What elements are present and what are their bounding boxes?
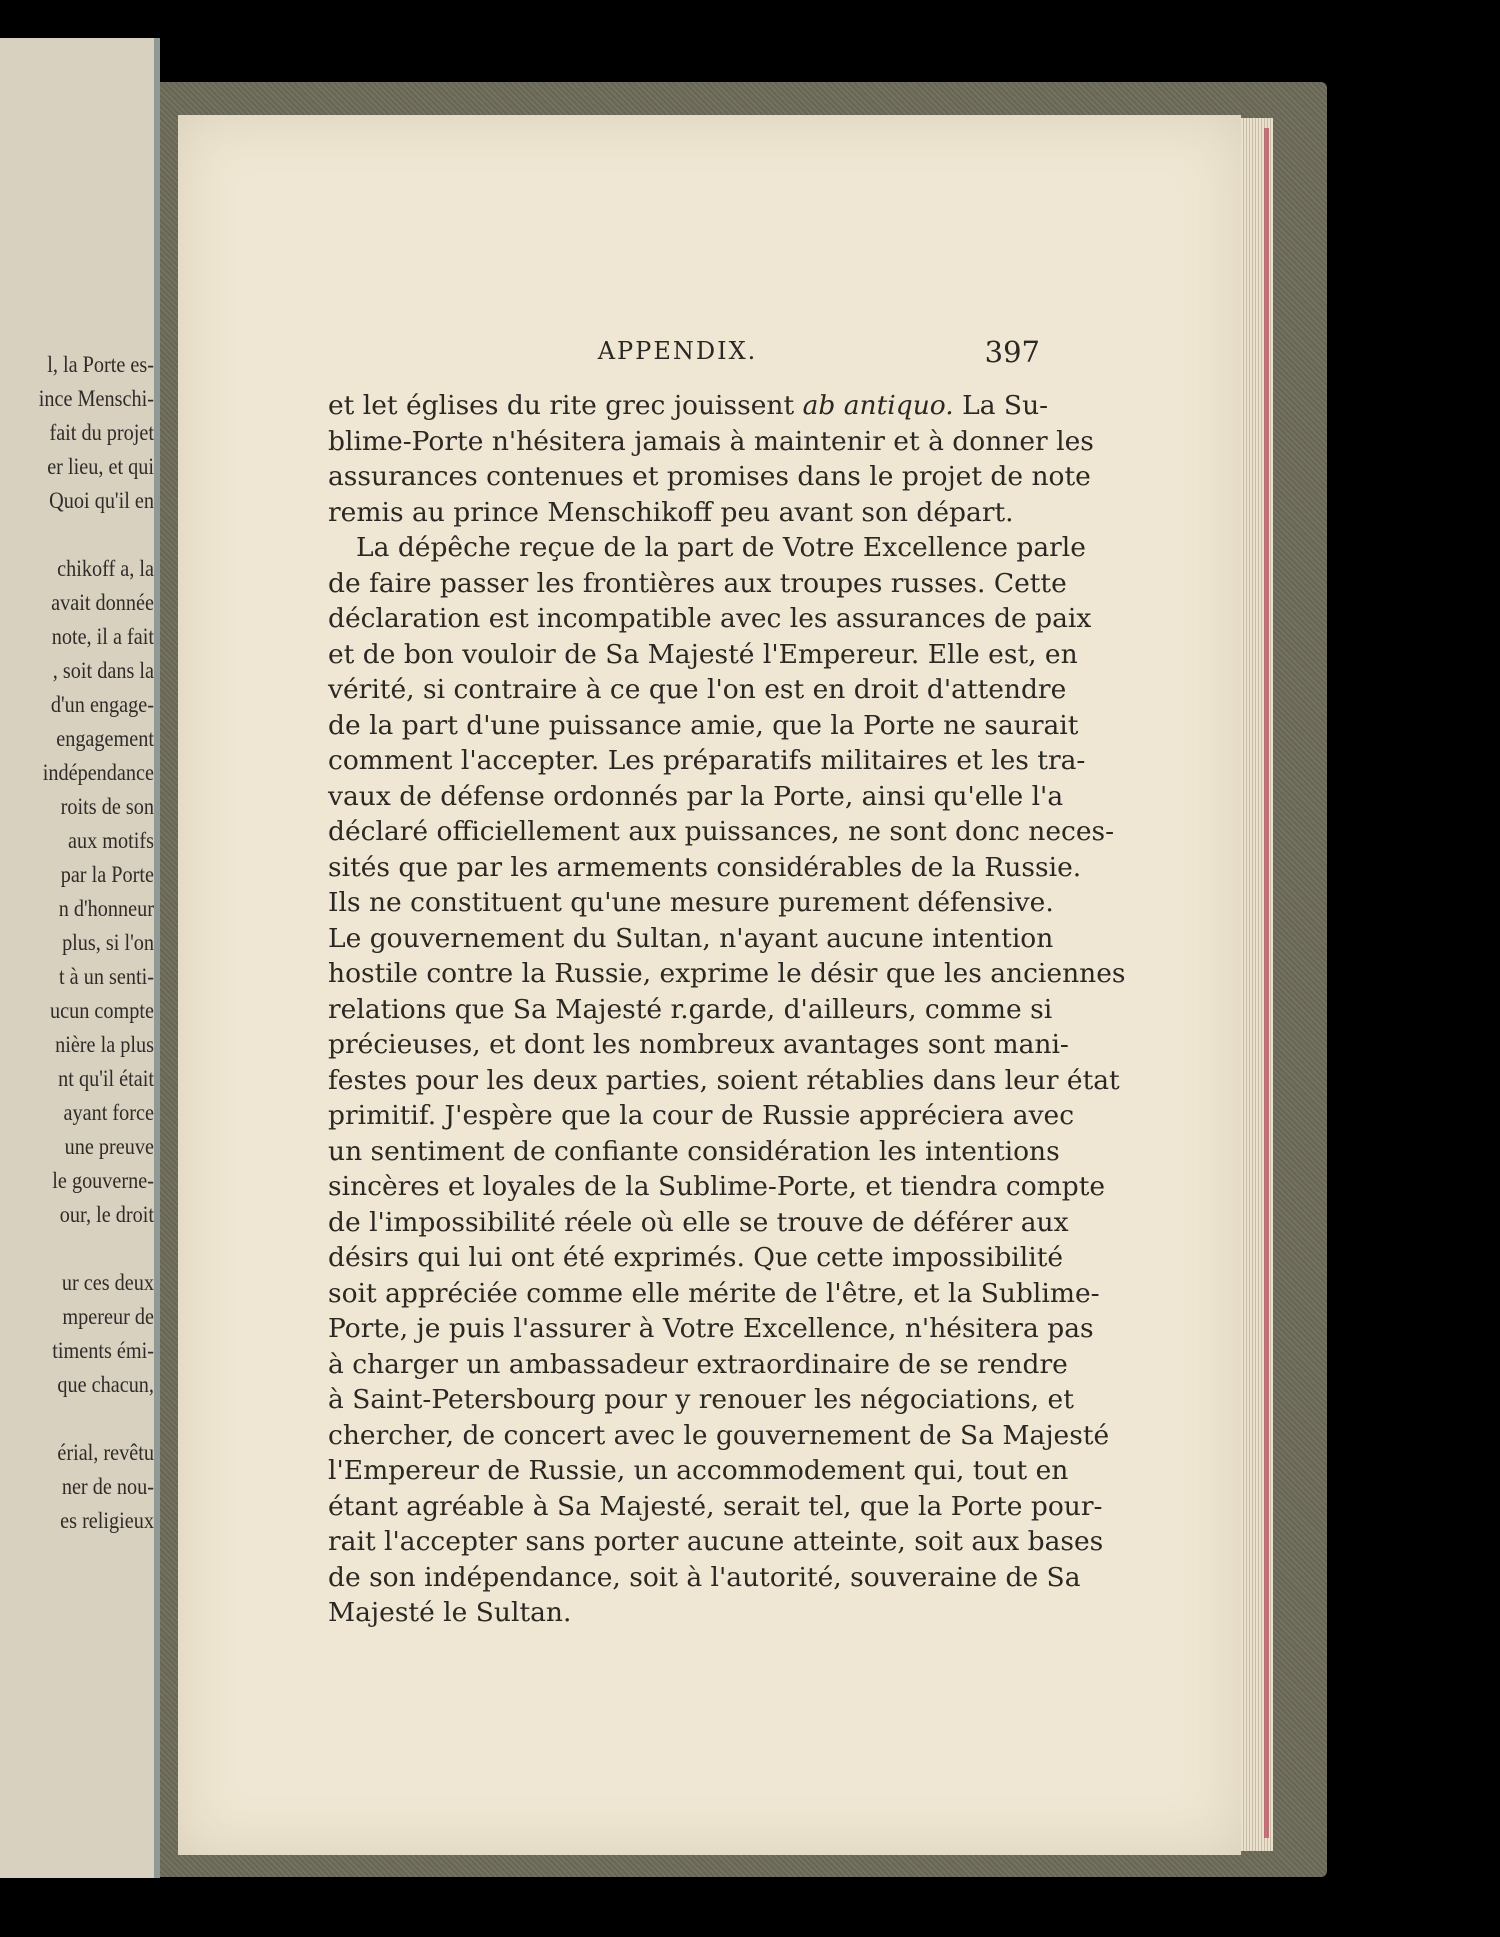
text-line: désirs qui lui ont été exprimés. Que cette impossibilité (328, 1242, 1064, 1273)
facing-page-text (0, 348, 154, 1538)
text-line: chercher, de concert avec le gouvernement de Sa Majesté (328, 1419, 1110, 1451)
text-line: sincères et loyales de la Sublime-Porte, et tiendra compte (328, 1171, 1106, 1202)
text-line: à Saint-Petersbourg pour y renouer les négociations, et (328, 1384, 1074, 1415)
facing-page-line: avait donnée (51, 590, 154, 615)
text-line: vaux de défense ordonnés par la Porte, ainsi qu'elle l'a (328, 780, 1064, 812)
facing-page-line: engagement (56, 726, 155, 751)
facing-page-line: mpereur de (62, 1304, 155, 1329)
facing-page-line: aux motifs (67, 828, 154, 853)
text-line: festes pour les deux parties, soient rétablies dans leur état (328, 1064, 1120, 1096)
text-line: l'Empereur de Russie, un accommodement qui, tout en (328, 1455, 1069, 1486)
facing-page-line: er lieu, et qui (47, 454, 154, 479)
text-line: Ils ne constituent qu'une mesure purement défensive. (328, 887, 1054, 918)
facing-page-line: note, il a fait (51, 624, 154, 649)
facing-page-line: nière la plus (55, 1032, 154, 1057)
text-line: rait l'accepter sans porter aucune atteinte, soit aux bases (328, 1526, 1104, 1557)
facing-page-line: nt qu'il était (58, 1066, 155, 1091)
text-line: soit appréciée comme elle mérite de l'être, et la Sublime- (328, 1277, 1100, 1309)
facing-page-line: timents émi- (52, 1338, 154, 1363)
text-line: à charger un ambassadeur extraordinaire de se rendre (328, 1348, 1068, 1380)
text-line: assurances contenues et promises dans le projet de note (328, 461, 1091, 492)
facing-page-line: que chacun, (57, 1372, 154, 1397)
running-header (315, 335, 1040, 375)
facing-page-line: our, le droit (59, 1202, 154, 1227)
page-number: 397 (984, 335, 1040, 369)
facing-page-line: ayant force (63, 1100, 155, 1125)
text-line: déclaration est incompatible avec les assurances de paix (328, 603, 1092, 634)
facing-page-line: plus, si l'on (62, 930, 154, 955)
text-line: Le gouvernement du Sultan, n'ayant aucune intention (328, 922, 1054, 954)
facing-page (0, 38, 160, 1878)
text-line: hostile contre la Russie, exprime le désir que les anciennes (328, 958, 1126, 989)
facing-page-line: , soit dans la (52, 658, 154, 683)
facing-page-line: indépendance (42, 760, 154, 785)
facing-page-line: ur ces deux (61, 1270, 155, 1295)
text-line: de faire passer les frontières aux troupes russes. Cette (328, 567, 1067, 599)
text-line (328, 388, 1049, 424)
facing-page-line: chikoff a, la (57, 556, 154, 581)
gutter (154, 38, 160, 1878)
facing-page-line (0, 1402, 154, 1436)
facing-page-line: es religieux (60, 1508, 154, 1533)
text-line: blime-Porte n'hésitera jamais à maintenir et à donner les (328, 425, 1094, 457)
text-line: sités que par les armements considérables de la Russie. (328, 851, 1082, 883)
text-line: Majesté le Sultan. (328, 1597, 572, 1628)
facing-page-line: l, la Porte es- (47, 352, 154, 377)
text-segment: La Su- (953, 390, 1049, 421)
text-line: primitif. J'espère que la cour de Russie appréciera avec (328, 1100, 1075, 1131)
text-line: La dépêche reçue de la part de Votre Excellence parle (356, 532, 1086, 563)
facing-page-line: par la Porte (60, 862, 154, 887)
facing-page-line: n d'honneur (58, 896, 155, 921)
facing-page-line: ucun compte (50, 998, 155, 1023)
page-edges (1241, 118, 1273, 1851)
text-line: de son indépendance, soit à l'autorité, souveraine de Sa (328, 1561, 1081, 1593)
facing-page-line: roits de son (60, 794, 155, 819)
facing-page-line: d'un engage- (50, 692, 154, 717)
text-line: et de bon vouloir de Sa Majesté l'Empereur. Elle est, en (328, 638, 1078, 670)
text-line: remis au prince Menschikoff peu avant son départ. (328, 496, 1014, 528)
facing-page-line (0, 1232, 154, 1266)
italic-phrase: ab antiquo. (802, 390, 954, 421)
text-line: Porte, je puis l'assurer à Votre Excellence, n'hésitera pas (328, 1313, 1094, 1344)
facing-page-line: ince Menschi- (38, 386, 154, 411)
body-text (328, 388, 1126, 1631)
facing-page-line (0, 518, 154, 552)
text-line: relations que Sa Majesté r.garde, d'ailleurs, comme si (328, 993, 1053, 1025)
text-line: de la part d'une puissance amie, que la Porte ne saurait (328, 709, 1079, 741)
facing-page-line: le gouverne- (52, 1168, 154, 1193)
text-line: vérité, si contraire à ce que l'on est en droit d'attendre (328, 674, 1067, 705)
text-line: comment l'accepter. Les préparatifs militaires et les tra- (328, 745, 1086, 776)
text-line: déclaré officiellement aux puissances, ne sont donc neces- (328, 816, 1115, 847)
text-line: étant agréable à Sa Majesté, serait tel, que la Porte pour- (328, 1490, 1103, 1522)
text-line: un sentiment de confiante considération les intentions (328, 1135, 1060, 1167)
facing-page-line: t à un senti- (59, 964, 154, 989)
facing-page-line: ner de nou- (61, 1474, 155, 1499)
facing-page-line: une preuve (64, 1134, 154, 1159)
running-title: APPENDIX. (597, 337, 758, 365)
facing-page-line: érial, revêtu (57, 1440, 155, 1465)
text-line: de l'impossibilité réele où elle se trouve de déférer aux (328, 1206, 1069, 1238)
text-line: précieuses, et dont les nombreux avantages sont mani- (328, 1029, 1069, 1060)
facing-page-line: Quoi qu'il en (49, 488, 154, 513)
text-segment: et let églises du rite grec jouissent (328, 390, 803, 421)
facing-page-line: fait du projet (49, 420, 154, 445)
